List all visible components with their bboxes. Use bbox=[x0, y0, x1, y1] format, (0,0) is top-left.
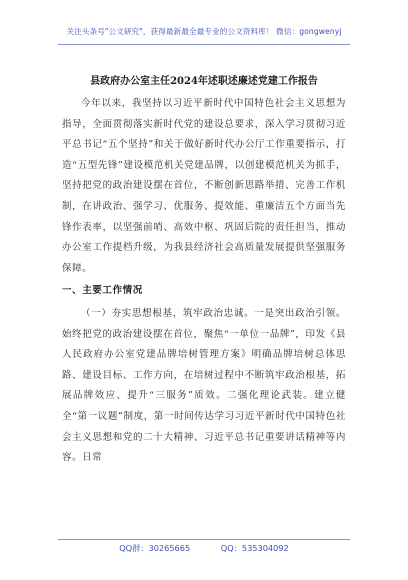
section-heading: 一、主要工作情况 bbox=[62, 285, 143, 297]
header-divider bbox=[58, 44, 350, 45]
document-title: 县政府办公室主任2024年述职述廉述党建工作报告 bbox=[90, 76, 318, 87]
footer-divider bbox=[58, 539, 350, 540]
footer-qq-group: QQ群：30265665 bbox=[119, 543, 191, 553]
footer-contact bbox=[0, 543, 408, 554]
intro-paragraph: 今年以来，我坚持以习近平新时代中国特色社会主义思想为指导，全面贯彻落实新时代党的建设总要求，深入学习贯彻习近平总书记“五个坚持”和关于做好新时代办公厅工作重要指示，打造“五型先锋”建设模范机关党建品牌，以创建模范机关为抓手，坚持把党的政治建设摆在首位，不断创新思路举措、完善工作机制，在讲政治、强学习、优服务、提效能、重廉洁五个方面当先锋作表率，以坚强前哨、高效中枢、巩固后院的责任担当，推动办公室工作提档升级，为我县经济社会高质量发展提供坚强服务保障。 bbox=[62, 98, 346, 274]
section-paragraph: （一）夯实思想根基，筑牢政治忠诚。一是突出政治引领。始终把党的政治建设摆在首位，聚焦“一单位一品牌”，印发《县人民政府办公室党建品牌培树管理方案》明确品牌培树总体思路、建设目标、工作方向，在培树过程中不断筑牢政治根基，拓展品牌效应、提升“三服务”质效。二强化理论武装。建立健全“第一议题”制度，第一时间传达学习习近平新时代中国特色社会主义思想和党的二十大精神、习近平总书记重要讲话精神等内容。日常 bbox=[62, 307, 346, 464]
header-banner: 关注头条号"公文研究"，获得最新最全最专业的公文资料库！ 微信：gongwenyj bbox=[66, 27, 342, 36]
footer-qq: QQ：535304092 bbox=[220, 543, 289, 553]
document-body bbox=[62, 94, 346, 469]
